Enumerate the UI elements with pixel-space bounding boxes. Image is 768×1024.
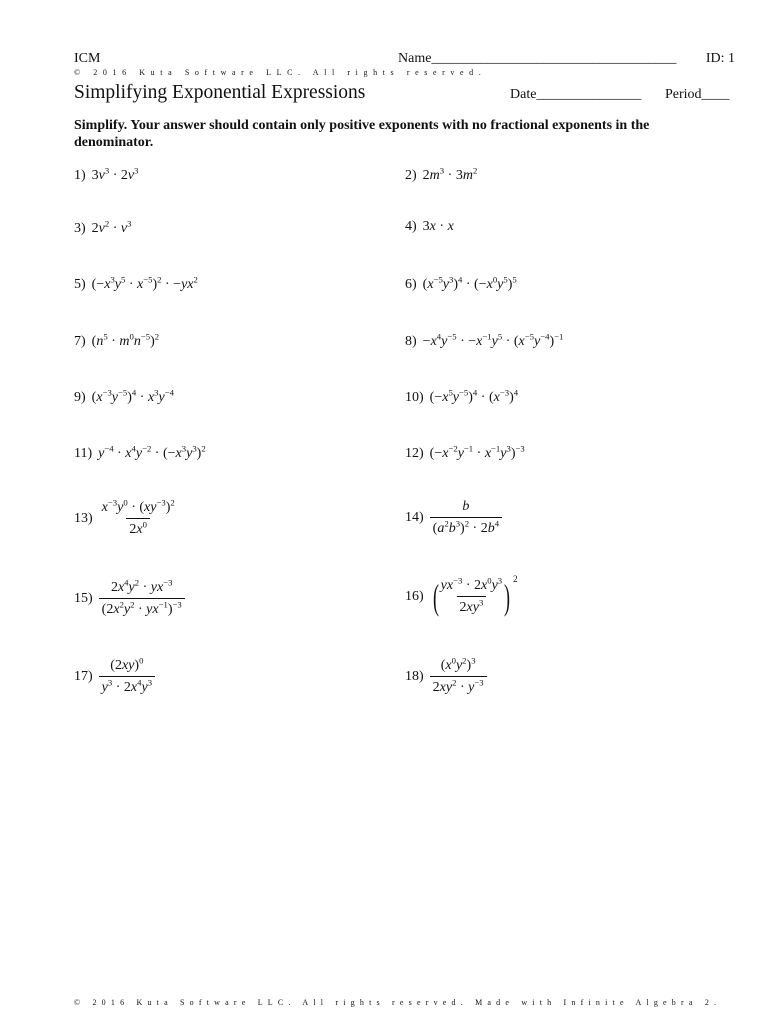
problem-number: 14) <box>405 510 424 525</box>
problem-expression: $3v^3 \cdot 2v^3$ <box>91 165 139 183</box>
problem-expression: $\frac{(2xy)^0}{y^3 \cdot 2x^4y^3}$ <box>99 658 155 696</box>
period-field: Period____ <box>665 87 730 102</box>
problem-number: 7) <box>74 334 86 349</box>
problem-expression: $2m^3 \cdot 3m^2$ <box>422 165 478 183</box>
problem-2 <box>405 165 478 184</box>
problem-13 <box>74 497 178 538</box>
problem-expression: $2v^2 \cdot v^3$ <box>91 218 132 236</box>
problem-expression: $-x^4y^{-5} \cdot -x^{-1}y^5 \cdot (x^{-5}y^{-4})^{-1}$ <box>422 331 564 349</box>
problem-expression: $(x^{-5}y^3)^4 \cdot (-x^0y^5)^5$ <box>422 274 517 292</box>
problem-number: 4) <box>405 219 417 234</box>
problem-number: 5) <box>74 277 86 292</box>
problem-number: 2) <box>405 168 417 183</box>
problem-number: 1) <box>74 168 86 183</box>
problem-expression: $(x^{-3}y^{-5})^4 \cdot x^3y^{-4}$ <box>91 387 174 405</box>
problem-number: 11) <box>74 446 93 461</box>
problem-number: 12) <box>405 446 424 461</box>
problem-number: 16) <box>405 589 424 604</box>
problem-3 <box>74 218 132 237</box>
problem-number: 10) <box>405 390 424 405</box>
problem-14 <box>405 499 502 537</box>
problem-expression: $(-x^{-2}y^{-1} \cdot x^{-1}y^3)^{-3}$ <box>429 443 525 461</box>
problem-expression: $y^{-4} \cdot x^4y^{-2} \cdot (-x^3y^3)^2$ <box>98 443 206 461</box>
problem-number: 17) <box>74 669 93 684</box>
problem-expression: $\frac{b}{(a^2b^3)^2 \cdot 2b^4}$ <box>430 499 502 537</box>
date-field: Date_______________ <box>510 87 642 102</box>
problem-16 <box>405 574 518 617</box>
problem-expression: 3x · x <box>422 219 454 234</box>
problem-expression: $(n^5 \cdot m^0n^{-5})^2$ <box>91 331 160 349</box>
problem-expression: $(-x^5y^{-5})^4 \cdot (x^{-3})^4$ <box>429 387 519 405</box>
problem-number: 8) <box>405 334 417 349</box>
problem-1 <box>74 165 139 184</box>
problem-expression: $\frac{2x^4y^2 \cdot yx^{-3}}{(2x^2y^2 \cdot yx^{-1})^{-3}}$ <box>99 580 185 618</box>
problem-number: 18) <box>405 669 424 684</box>
problem-15 <box>74 577 185 618</box>
problem-8 <box>405 331 564 350</box>
problem-expression: $\frac{x^{-3}y^0 \cdot (xy^{-3})^2}{2x^0}$ <box>101 497 175 537</box>
problem-number: 9) <box>74 390 86 405</box>
course-label: ICM <box>74 51 101 66</box>
problem-11 <box>74 443 206 462</box>
problem-18 <box>405 655 487 696</box>
problem-number: 13) <box>74 511 93 526</box>
problem-expression: $\frac{(x^0y^2)^3}{2xy^2 \cdot y^{-3}}$ <box>430 658 487 696</box>
problem-10 <box>405 387 519 406</box>
problem-4 <box>405 219 454 235</box>
footer-copyright: © 2016 Kuta Software LLC. All rights reserved. Made with Infinite Algebra 2. <box>74 998 722 1007</box>
problem-expression: ( $\frac{yx^{-3} \cdot 2x^0y^3}{2xy^3}$ ) 2 <box>432 574 518 617</box>
page-title: Simplifying Exponential Expressions <box>74 82 366 103</box>
problem-9 <box>74 387 174 406</box>
problem-6 <box>405 274 517 293</box>
problem-12 <box>405 443 525 462</box>
problem-number: 15) <box>74 591 93 606</box>
problem-expression: $(-x^3y^5 \cdot x^{-5})^2 \cdot -yx^2$ <box>91 274 198 292</box>
problem-number: 3) <box>74 221 86 236</box>
problem-5 <box>74 274 198 293</box>
instructions: Simplify. Your answer should contain only positive exponents with no fractional exponents in the denominator. <box>74 118 650 150</box>
problem-number: 6) <box>405 277 417 292</box>
problem-7 <box>74 331 160 350</box>
name-field: Name___________________________________ <box>398 51 677 66</box>
worksheet-id: ID: 1 <box>705 51 735 66</box>
problem-17 <box>74 655 155 696</box>
copyright-line: © 2016 Kuta Software LLC. All rights reserved. <box>74 68 487 77</box>
